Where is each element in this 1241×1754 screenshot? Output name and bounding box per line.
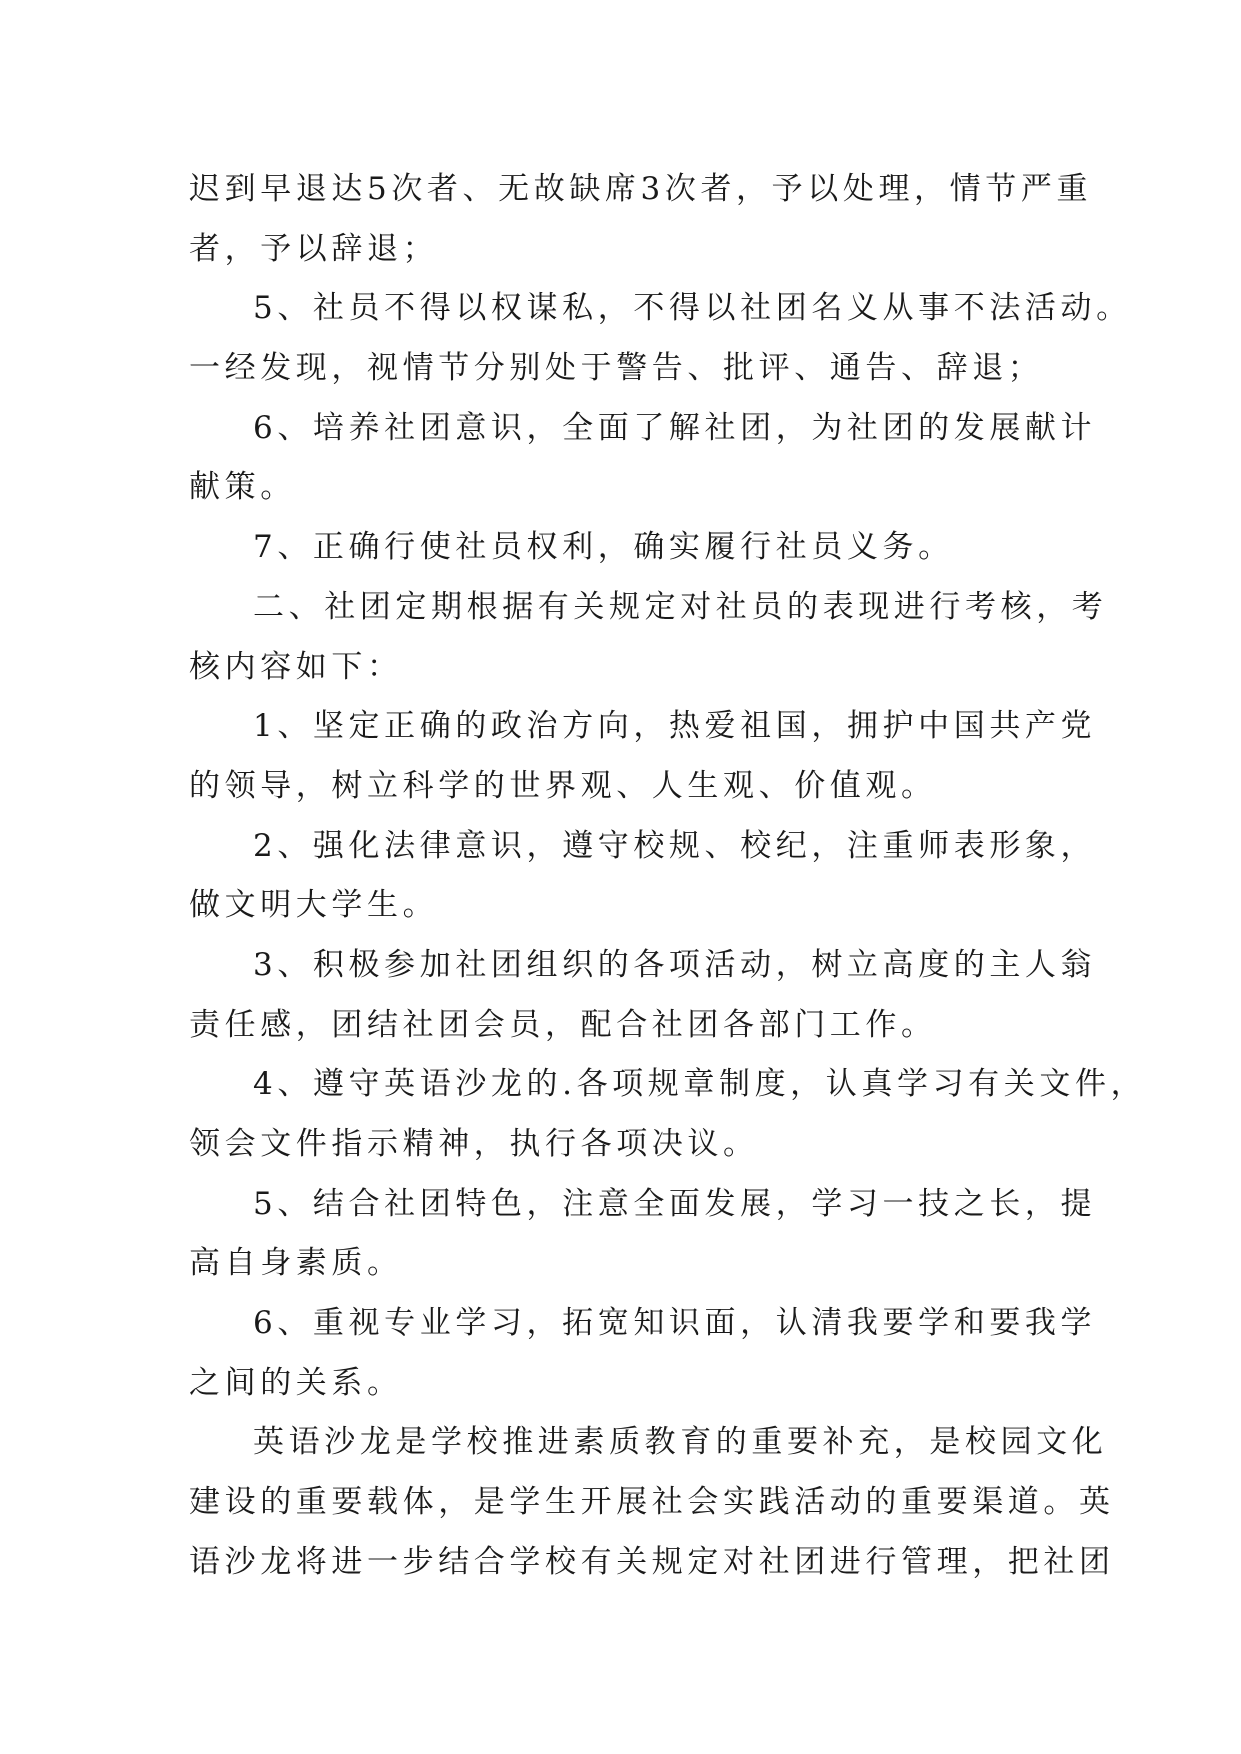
text-line: 核内容如下： [189, 648, 403, 685]
document-body [189, 160, 1147, 1593]
text-line: 者，予以辞退； [189, 230, 439, 267]
text-line: 英语沙龙是学校推进素质教育的重要补充，是校园文化 [253, 1424, 1108, 1461]
text-line: 责任感，团结社团会员，配合社团各部门工作。 [189, 1006, 937, 1043]
text-line: 献策。 [189, 469, 296, 506]
text-line: 做文明大学生。 [189, 887, 439, 924]
text-line: 6、重视专业学习，拓宽知识面，认清我要学和要我学 [253, 1305, 1097, 1342]
text-line: 7、正确行使社员权利，确实履行社员义务。 [253, 529, 954, 566]
text-line: 领会文件指示精神，执行各项决议。 [189, 1126, 759, 1162]
text-line: 迟到早退达5次者、无故缺席3次者，予以处理，情节严重 [189, 171, 1093, 207]
text-line: 之间的关系。 [189, 1364, 403, 1401]
text-line: 建设的重要载体，是学生开展社会实践活动的重要渠道。英 [189, 1484, 1115, 1521]
text-line: 1、坚定正确的政治方向，热爱祖国，拥护中国共产党 [253, 708, 1097, 745]
text-line: 5、结合社团特色，注意全面发展，学习一技之长，提 [253, 1185, 1097, 1222]
text-line: 一经发现，视情节分别处于警告、批评、通告、辞退； [189, 350, 1044, 387]
text-line: 二、社团定期根据有关规定对社员的表现进行考核，考 [253, 588, 1108, 625]
text-line: 5、社员不得以权谋私，不得以社团名义从事不法活动。 [253, 290, 1132, 327]
text-line: 的领导，树立科学的世界观、人生观、价值观。 [189, 767, 937, 804]
text-line: 6、培养社团意识，全面了解社团，为社团的发展献计 [253, 409, 1097, 446]
text-line: 高自身素质。 [189, 1245, 403, 1282]
text-line: 4、遵守英语沙龙的.各项规章制度，认真学习有关文件， [253, 1066, 1147, 1103]
text-line: 2、强化法律意识，遵守校规、校纪，注重师表形象， [253, 827, 1097, 864]
text-line: 3、积极参加社团组织的各项活动，树立高度的主人翁 [253, 946, 1097, 983]
text-line: 语沙龙将进一步结合学校有关规定对社团进行管理，把社团 [189, 1543, 1115, 1580]
